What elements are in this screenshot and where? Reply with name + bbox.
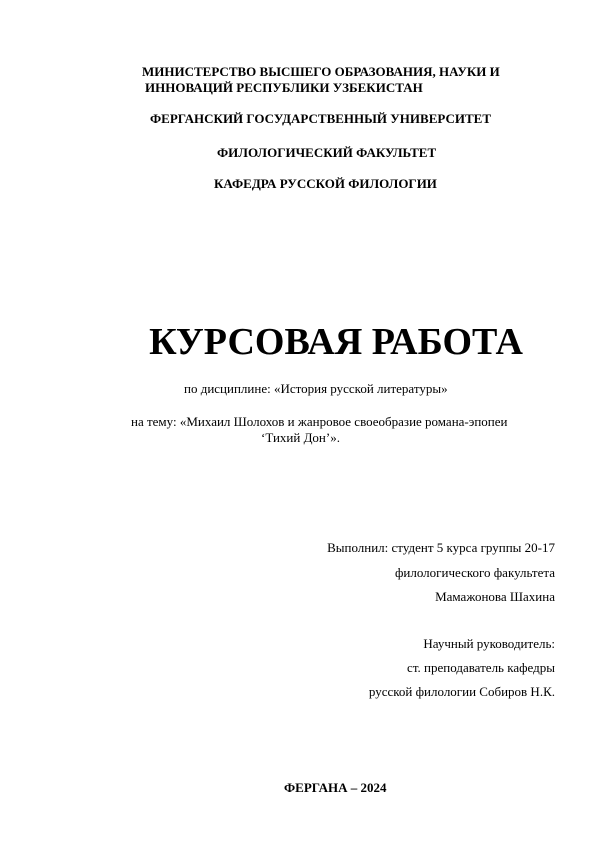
faculty-name: ФИЛОЛОГИЧЕСКИЙ ФАКУЛЬТЕТ [217,145,437,160]
city-year: ФЕРГАНА – 2024 [284,780,387,795]
department-name: КАФЕДРА РУССКОЙ ФИЛОЛОГИИ [214,176,437,191]
ministry-line-2: ИННОВАЦИЙ РЕСПУБЛИКИ УЗБЕКИСТАН [145,80,423,95]
supervisor-label: Научный руководитель: [423,636,555,651]
author-line-1: Выполнил: студент 5 курса группы 20-17 [327,540,555,555]
university-name: ФЕРГАНСКИЙ ГОСУДАРСТВЕННЫЙ УНИВЕРСИТЕТ [150,111,491,126]
author-name: Мамажонова Шахина [435,589,555,604]
supervisor-name: русской филологии Собиров Н.К. [368,684,555,699]
ministry-line-1: МИНИСТЕРСТВО ВЫСШЕГО ОБРАЗОВАНИЯ, НАУКИ И [142,64,500,79]
document-title: КУРСОВАЯ РАБОТА [149,321,523,363]
author-line-2: филологического факультета [394,565,555,580]
topic-line-1: на тему: «Михаил Шолохов и жанровое своеобразие романа-эпопеи [131,414,508,429]
supervisor-position: ст. преподаватель кафедры [407,660,555,675]
topic-line-2: ‘Тихий Дон’». [261,430,340,445]
discipline-line: по дисциплине: «История русской литературы» [184,381,448,396]
